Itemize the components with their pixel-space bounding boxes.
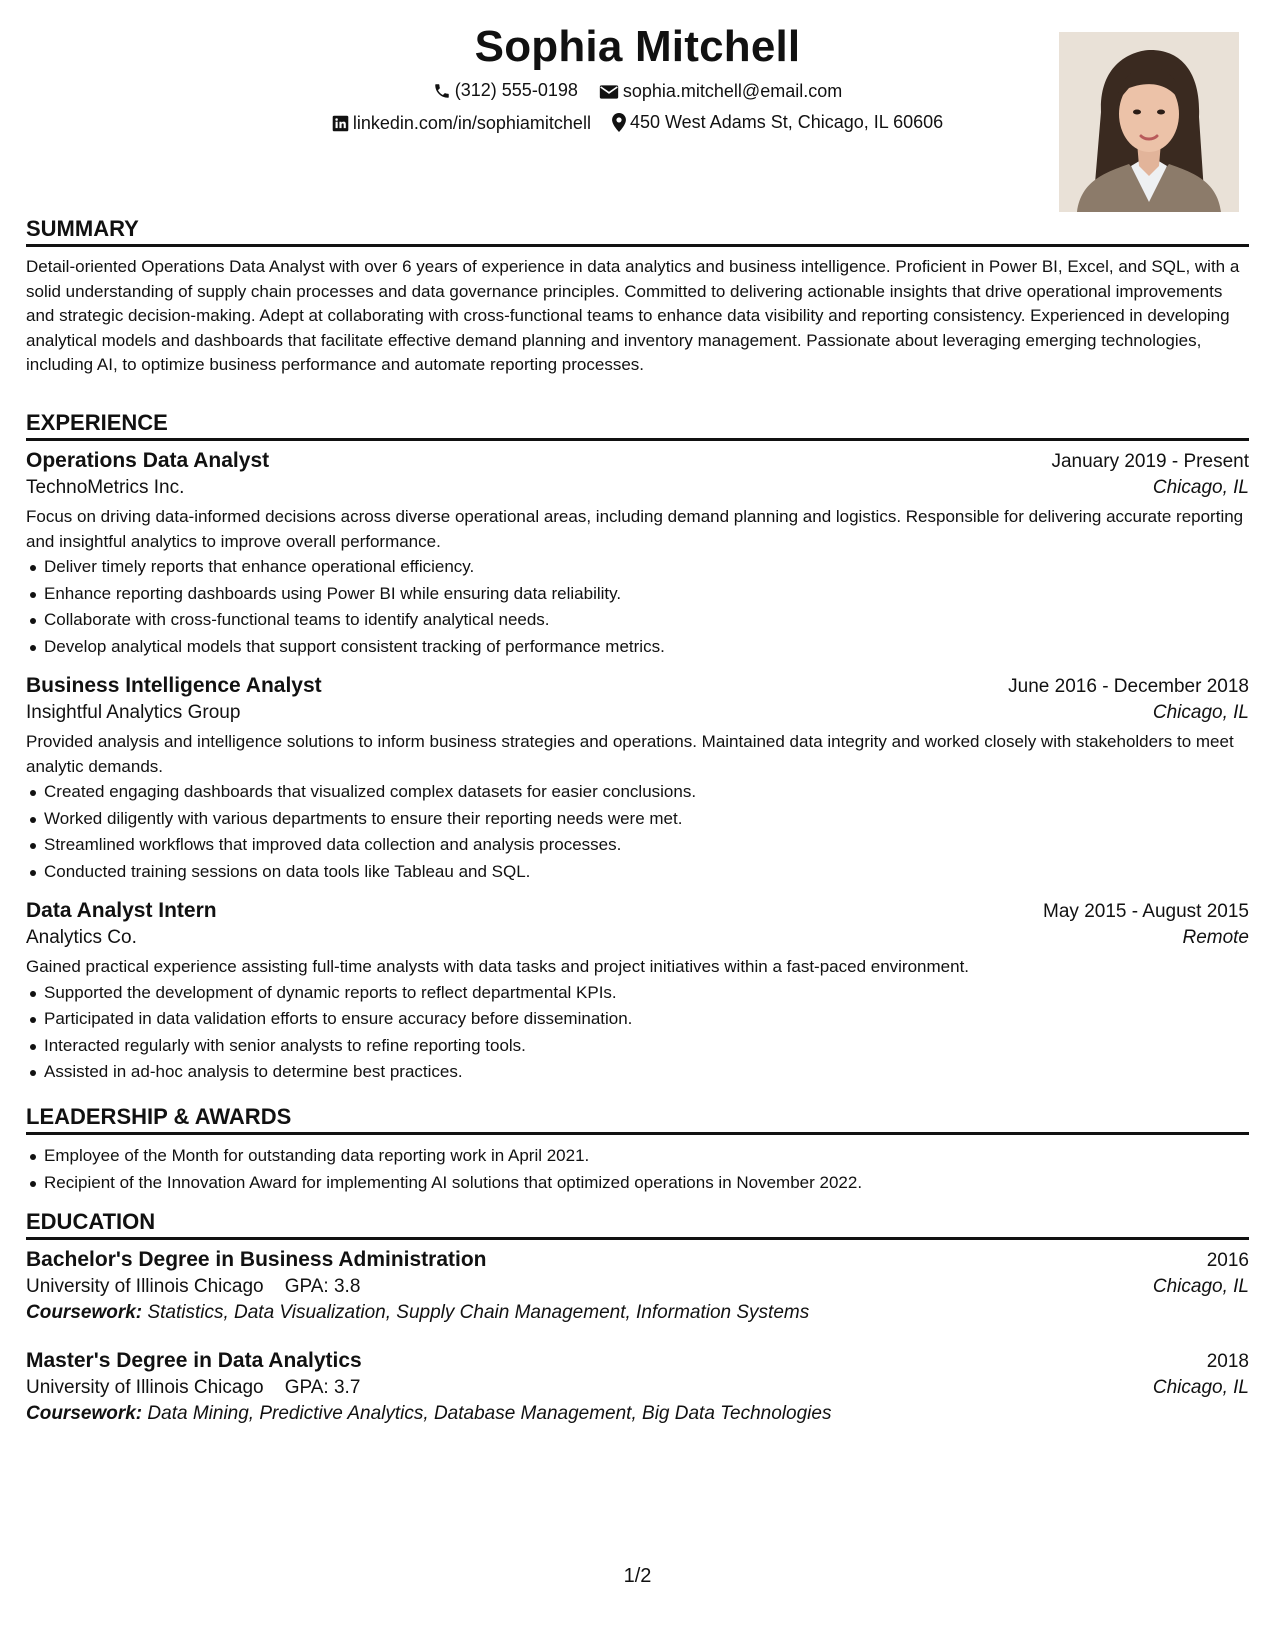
job-dates: May 2015 - August 2015 bbox=[1043, 901, 1249, 922]
job-dates: June 2016 - December 2018 bbox=[1008, 676, 1249, 697]
page-number: 1/2 bbox=[623, 1565, 652, 1587]
job-location: Remote bbox=[1182, 927, 1249, 948]
location-pin-icon bbox=[612, 113, 626, 132]
phone-contact bbox=[433, 80, 578, 101]
experience-entry bbox=[26, 899, 1249, 1086]
list-item: Supported the development of dynamic reports to reflect departmental KPIs. bbox=[44, 980, 1249, 1007]
email-text: sophia.mitchell@email.com bbox=[622, 81, 843, 101]
degree-title: Master's Degree in Data Analytics bbox=[26, 1349, 362, 1372]
phone-text: (312) 555-0198 bbox=[454, 80, 578, 100]
linkedin-text: linkedin.com/in/sophiamitchell bbox=[352, 113, 591, 133]
school-location: Chicago, IL bbox=[1152, 1377, 1249, 1398]
email-icon bbox=[599, 84, 619, 100]
section-title-awards: LEADERSHIP & AWARDS bbox=[26, 1104, 292, 1129]
list-item: Develop analytical models that support consistent tracking of performance metrics. bbox=[44, 634, 1249, 661]
coursework-label: Coursework: bbox=[26, 1302, 143, 1323]
company-name: Analytics Co. bbox=[26, 927, 137, 948]
job-description: Gained practical experience assisting full-time analysts with data tasks and project initiatives within a fast-paced environment. bbox=[26, 957, 970, 976]
experience-section bbox=[26, 408, 1249, 1086]
list-item: Assisted in ad-hoc analysis to determine best practices. bbox=[44, 1059, 1249, 1086]
coursework-line bbox=[26, 1302, 1249, 1324]
linkedin-icon bbox=[332, 115, 349, 132]
coursework-line bbox=[26, 1403, 1249, 1425]
job-bullets bbox=[26, 554, 1249, 660]
section-divider bbox=[26, 244, 1249, 247]
experience-entry bbox=[26, 674, 1249, 899]
job-location: Chicago, IL bbox=[1152, 702, 1249, 723]
list-item: Deliver timely reports that enhance operational efficiency. bbox=[44, 554, 1249, 581]
company-name: TechnoMetrics Inc. bbox=[26, 477, 185, 498]
experience-entry bbox=[26, 449, 1249, 674]
job-bullets bbox=[26, 779, 1249, 885]
job-bullets bbox=[26, 980, 1249, 1086]
summary-section bbox=[26, 214, 1249, 378]
school-and-gpa bbox=[26, 1377, 360, 1399]
job-location: Chicago, IL bbox=[1152, 477, 1249, 498]
section-divider bbox=[26, 438, 1249, 441]
job-title: Business Intelligence Analyst bbox=[26, 674, 322, 697]
address-text: 450 West Adams St, Chicago, IL 60606 bbox=[629, 112, 944, 132]
school-name: University of Illinois Chicago bbox=[26, 1377, 264, 1398]
gpa: GPA: 3.8 bbox=[284, 1276, 361, 1297]
summary-text: Detail-oriented Operations Data Analyst with over 6 years of experience in data analytics and business intelligence. Proficient in Power BI, Excel, and SQL, with a solid understanding of supply chain processes and data governance principles. Committed to delivering actionable insights that drive operational improvements and strategic decision-making. Adept at collaborating with cross-functional teams to enhance data visibility and reporting consistency. Experienced in developing analytical models and dashboards that facilitate effective demand planning and inventory management. Passionate about leveraging emerging technologies, including AI, to optimize business performance and automate reporting processes. bbox=[26, 257, 1240, 374]
company-name: Insightful Analytics Group bbox=[26, 702, 241, 723]
list-item: Interacted regularly with senior analysts to refine reporting tools. bbox=[44, 1033, 1249, 1060]
section-title-summary: SUMMARY bbox=[26, 216, 139, 241]
email-contact[interactable] bbox=[599, 81, 842, 102]
job-description: Provided analysis and intelligence solutions to inform business strategies and operations. Maintained data integrity and worked closely with stakeholders to meet analytic demands. bbox=[26, 732, 1234, 776]
school-name: University of Illinois Chicago bbox=[26, 1276, 264, 1297]
graduation-year: 2016 bbox=[1206, 1250, 1249, 1271]
section-title-education: EDUCATION bbox=[26, 1209, 156, 1234]
list-item: Conducted training sessions on data tools like Tableau and SQL. bbox=[44, 859, 1249, 886]
profile-photo bbox=[1059, 32, 1239, 212]
job-title: Operations Data Analyst bbox=[26, 449, 270, 472]
resume-page bbox=[26, 0, 1249, 1424]
list-item: Recipient of the Innovation Award for implementing AI solutions that optimized operations in November 2022. bbox=[44, 1170, 1249, 1197]
candidate-name: Sophia Mitchell bbox=[474, 22, 801, 71]
resume-header bbox=[26, 0, 1249, 210]
coursework-text: Statistics, Data Visualization, Supply Chain Management, Information Systems bbox=[147, 1302, 810, 1323]
section-divider bbox=[26, 1132, 1249, 1135]
education-entry bbox=[26, 1349, 1249, 1425]
job-title: Data Analyst Intern bbox=[26, 899, 217, 922]
list-item: Streamlined workflows that improved data collection and analysis processes. bbox=[44, 832, 1249, 859]
education-entry bbox=[26, 1248, 1249, 1349]
list-item: Worked diligently with various departments to ensure their reporting needs were met. bbox=[44, 806, 1249, 833]
awards-section bbox=[26, 1102, 1249, 1196]
school-and-gpa bbox=[26, 1276, 360, 1298]
awards-list bbox=[26, 1143, 1249, 1196]
list-item: Participated in data validation efforts to ensure accuracy before dissemination. bbox=[44, 1006, 1249, 1033]
graduation-year: 2018 bbox=[1206, 1351, 1249, 1372]
list-item: Created engaging dashboards that visualized complex datasets for easier conclusions. bbox=[44, 779, 1249, 806]
degree-title: Bachelor's Degree in Business Administration bbox=[26, 1248, 487, 1271]
coursework-text: Data Mining, Predictive Analytics, Database Management, Big Data Technologies bbox=[147, 1403, 832, 1424]
job-dates: January 2019 - Present bbox=[1051, 451, 1249, 472]
list-item: Enhance reporting dashboards using Power BI while ensuring data reliability. bbox=[44, 581, 1249, 608]
linkedin-contact[interactable] bbox=[332, 113, 591, 134]
address-contact bbox=[612, 112, 943, 133]
phone-icon bbox=[433, 82, 451, 100]
gpa: GPA: 3.7 bbox=[284, 1377, 361, 1398]
list-item: Employee of the Month for outstanding data reporting work in April 2021. bbox=[44, 1143, 1249, 1170]
section-divider bbox=[26, 1237, 1249, 1240]
list-item: Collaborate with cross-functional teams to identify analytical needs. bbox=[44, 607, 1249, 634]
section-title-experience: EXPERIENCE bbox=[26, 410, 168, 435]
job-description: Focus on driving data-informed decisions across diverse operational areas, including demand planning and logistics. Responsible for delivering accurate reporting and insightful analytics to improve overall performance. bbox=[26, 507, 1244, 551]
coursework-label: Coursework: bbox=[26, 1403, 143, 1424]
education-section bbox=[26, 1207, 1249, 1425]
school-location: Chicago, IL bbox=[1152, 1276, 1249, 1297]
